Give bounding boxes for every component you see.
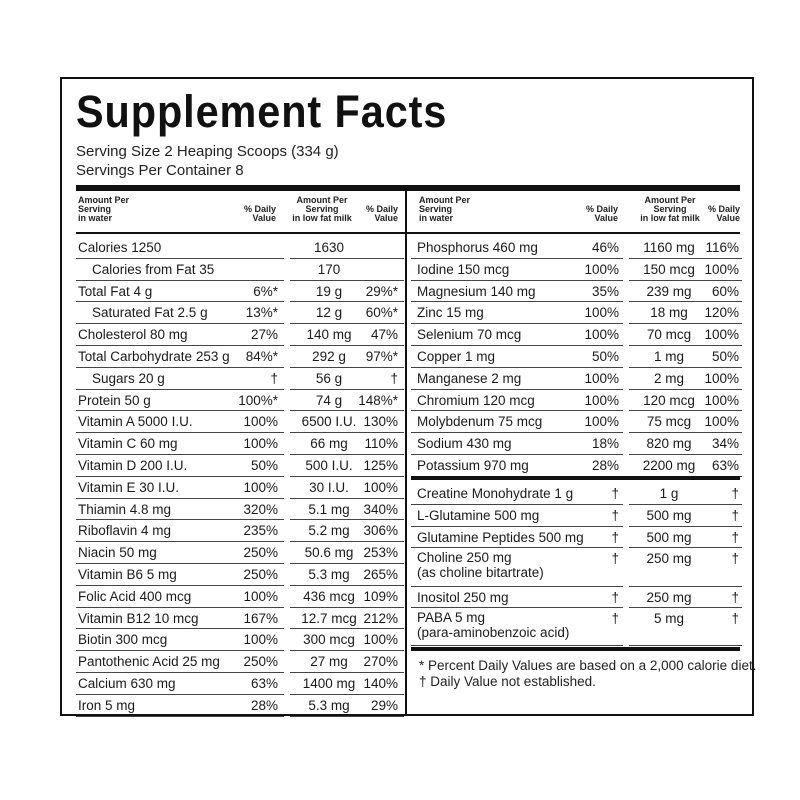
- milk-daily-value: 340%: [363, 501, 398, 517]
- table-row: [411, 390, 742, 412]
- milk-amount: 300 mcg: [303, 632, 355, 648]
- servings-per-container: Servings Per Container 8: [76, 162, 244, 179]
- milk-daily-value: 100%: [704, 261, 739, 277]
- table-row: [411, 346, 742, 368]
- nutrient-name: Calories from Fat 35: [92, 261, 215, 277]
- daily-value: 100%: [243, 632, 278, 648]
- nutrient-name: L-Glutamine 500 mg: [417, 507, 540, 523]
- nutrient-name: Potassium 970 mg: [417, 458, 529, 473]
- milk-amount: 1630: [313, 240, 345, 255]
- milk-daily-value: 100%: [363, 632, 398, 648]
- nutrient-name: Copper 1 mg: [417, 349, 496, 364]
- milk-daily-value: †: [731, 611, 739, 627]
- daily-value: †: [611, 507, 619, 523]
- table-row: [76, 281, 405, 303]
- nutrient-name: Protein 50 g: [78, 392, 151, 408]
- table-row: [76, 608, 405, 630]
- nutrient-name: Biotin 300 mcg: [78, 632, 168, 648]
- milk-amount: 5.3 mg: [308, 697, 350, 713]
- milk-amount: 239 mg: [646, 283, 692, 299]
- table-row: [411, 433, 742, 455]
- header-amount-water-left: Amount Per Serving in water: [78, 195, 130, 223]
- table-row: [411, 548, 742, 586]
- table-row: [76, 564, 405, 586]
- nutrient-name: [417, 608, 569, 648]
- nutrient-name: Creatine Monohydrate 1 g: [417, 486, 574, 501]
- footnote-dagger: † Daily Value not established.: [419, 674, 596, 689]
- daily-value: †: [611, 611, 619, 627]
- nutrient-name: Chromium 120 mcg: [417, 392, 535, 408]
- milk-daily-value: 116%: [705, 240, 739, 255]
- nutrient-name: Total Fat 4 g: [78, 283, 153, 299]
- milk-amount: 66 mg: [310, 436, 348, 452]
- nutrient-name: Vitamin B12 10 mcg: [78, 610, 199, 626]
- daily-value: 250%: [243, 567, 278, 582]
- header-dv-left: % Daily Value: [243, 204, 276, 223]
- table-row: [76, 629, 405, 651]
- milk-amount: 75 mcg: [646, 414, 692, 430]
- table-row: [411, 281, 742, 303]
- milk-amount: 56 g: [315, 370, 343, 386]
- milk-daily-value: 34%: [711, 436, 739, 452]
- milk-amount: 250 mg: [646, 551, 692, 567]
- row-rule: [76, 716, 284, 717]
- milk-daily-value: †: [731, 486, 739, 501]
- nutrient-name: Vitamin D 200 I.U.: [78, 458, 188, 473]
- nutrient-name: Manganese 2 mg: [417, 370, 522, 386]
- nutrient-name: Phosphorus 460 mg: [417, 240, 538, 255]
- daily-value: 63%: [250, 676, 278, 691]
- table-row: [76, 542, 405, 564]
- milk-amount: 5 mg: [653, 611, 684, 627]
- milk-daily-value: [358, 237, 398, 259]
- footnote-daily-values: * Percent Daily Values are based on a 2,000 calorie diet.: [419, 658, 757, 673]
- nutrient-name-line: PABA 5 mg: [417, 610, 486, 626]
- milk-daily-value: 120%: [704, 305, 739, 321]
- milk-amount: 150 mcg: [643, 261, 695, 277]
- milk-daily-value: 60%*: [365, 305, 398, 321]
- daily-value: 100%: [584, 261, 619, 277]
- daily-value: 100%: [243, 414, 278, 430]
- milk-amount: 74 g: [315, 392, 343, 408]
- milk-daily-value: 29%: [370, 697, 398, 713]
- daily-value: [206, 259, 278, 281]
- nutrient-name: Calcium 630 mg: [78, 676, 176, 691]
- milk-amount: 5.2 mg: [308, 523, 350, 539]
- milk-daily-value: †: [390, 370, 398, 386]
- nutrient-name: Niacin 50 mg: [78, 545, 157, 561]
- daily-value: †: [270, 370, 278, 386]
- nutrient-subname: (para-aminobenzoic acid): [417, 625, 570, 641]
- daily-value: 250%: [243, 545, 278, 561]
- milk-daily-value: 100%: [363, 479, 398, 495]
- nutrient-name: Riboflavin 4 mg: [78, 523, 172, 539]
- daily-value: 100%: [243, 588, 278, 604]
- milk-daily-value: 100%: [704, 414, 739, 430]
- milk-amount: 436 mcg: [303, 588, 355, 604]
- milk-amount: 18 mg: [650, 305, 688, 321]
- milk-daily-value: 130%: [363, 414, 398, 430]
- milk-daily-value: 140%: [363, 676, 398, 691]
- milk-daily-value: [358, 259, 398, 281]
- table-row: [411, 527, 742, 549]
- daily-value: 100%: [584, 370, 619, 386]
- milk-amount: 1160 mg: [643, 240, 695, 255]
- daily-value: 167%: [243, 610, 278, 626]
- nutrient-name: Total Carbohydrate 253 g: [78, 349, 230, 364]
- panel-title: Supplement Facts: [76, 86, 448, 137]
- nutrient-name: Magnesium 140 mg: [417, 283, 536, 299]
- nutrient-name: Vitamin A 5000 I.U.: [78, 414, 193, 430]
- nutrient-name: Inositol 250 mg: [417, 589, 509, 605]
- milk-daily-value: 97%*: [365, 349, 398, 364]
- daily-value: 6%*: [253, 283, 278, 299]
- nutrient-name: Vitamin E 30 I.U.: [78, 479, 180, 495]
- nutrient-name: Cholesterol 80 mg: [78, 327, 188, 343]
- serving-size: Serving Size 2 Heaping Scoops (334 g): [76, 143, 339, 160]
- table-row: [411, 368, 742, 390]
- table-row: [76, 259, 405, 281]
- milk-amount: 1 g: [659, 486, 679, 501]
- table-row: [76, 695, 405, 717]
- milk-daily-value: †: [731, 507, 739, 523]
- milk-amount: 12 g: [315, 305, 343, 321]
- table-row: [411, 608, 742, 646]
- milk-amount: 6500 I.U.: [301, 414, 357, 430]
- daily-value: 27%: [250, 327, 278, 343]
- supplement-facts-panel: [60, 77, 757, 716]
- table-row: [411, 259, 742, 281]
- milk-daily-value: 100%: [704, 370, 739, 386]
- daily-value: 28%: [591, 458, 619, 473]
- mineral-divider: [411, 476, 740, 480]
- milk-amount: 500 mg: [646, 507, 692, 523]
- table-row: [76, 673, 405, 695]
- milk-daily-value: †: [731, 551, 739, 567]
- milk-daily-value: †: [731, 589, 739, 605]
- milk-amount: 500 I.U.: [305, 458, 353, 473]
- milk-amount: 292 g: [312, 349, 346, 364]
- daily-value: †: [611, 551, 619, 567]
- daily-value: 250%: [243, 654, 278, 670]
- daily-value: 320%: [243, 501, 278, 517]
- daily-value: 35%: [591, 283, 619, 299]
- header-mdv-right: % Daily Value: [707, 204, 740, 223]
- milk-amount: 500 mg: [646, 529, 692, 545]
- nutrient-name-line: Choline 250 mg: [417, 550, 512, 566]
- table-row: [411, 302, 742, 324]
- table-row: [76, 390, 405, 412]
- nutrient-name: Calories 1250: [78, 240, 162, 255]
- table-row: [76, 411, 405, 433]
- milk-daily-value: 212%: [363, 610, 398, 626]
- daily-value: †: [611, 486, 619, 501]
- milk-daily-value: 125%: [363, 458, 398, 473]
- nutrient-name: Iron 5 mg: [78, 697, 136, 713]
- milk-amount: 250 mg: [646, 589, 692, 605]
- milk-daily-value: 100%: [704, 392, 739, 408]
- header-dv-right: % Daily Value: [585, 204, 618, 223]
- milk-amount: 27 mg: [310, 654, 348, 670]
- nutrient-name: Saturated Fat 2.5 g: [92, 305, 208, 321]
- footnote-divider: [411, 647, 740, 651]
- table-row: [76, 651, 405, 673]
- daily-value: 100%: [584, 327, 619, 343]
- table-row: [76, 237, 405, 259]
- header-amount-milk-left: Amount Per Serving in low fat milk: [292, 195, 352, 223]
- daily-value: 100%: [584, 414, 619, 430]
- milk-amount: 12.7 mcg: [301, 610, 357, 626]
- daily-value: 100%: [243, 436, 278, 452]
- nutrient-name: Folic Acid 400 mcg: [78, 588, 192, 604]
- nutrient-name: Thiamin 4.8 mg: [78, 501, 172, 517]
- table-row: [76, 586, 405, 608]
- daily-value: 100%: [584, 305, 619, 321]
- milk-daily-value: 148%*: [358, 392, 398, 408]
- milk-amount: 1 mg: [653, 349, 684, 364]
- milk-daily-value: 265%: [363, 567, 398, 582]
- table-row: [411, 483, 742, 505]
- table-row: [411, 587, 742, 609]
- nutrient-name: Selenium 70 mcg: [417, 327, 522, 343]
- table-row: [76, 499, 405, 521]
- table-row: [411, 237, 742, 259]
- nutrient-name: Vitamin B6 5 mg: [78, 567, 177, 582]
- milk-amount: 50.6 mg: [304, 545, 354, 561]
- table-row: [76, 455, 405, 477]
- table-row: [76, 302, 405, 324]
- nutrient-name: Sugars 20 g: [92, 370, 165, 386]
- milk-amount: 1400 mg: [302, 676, 356, 691]
- daily-value: 46%: [591, 240, 619, 255]
- nutrient-name: Iodine 150 mcg: [417, 261, 510, 277]
- milk-amount: 30 I.U.: [309, 479, 349, 495]
- milk-daily-value: 50%: [711, 349, 739, 364]
- milk-amount: 820 mg: [646, 436, 692, 452]
- thick-divider: [76, 185, 740, 191]
- header-mdv-left: % Daily Value: [365, 204, 398, 223]
- daily-value: 28%: [250, 697, 278, 713]
- milk-amount: 2 mg: [653, 370, 684, 386]
- milk-daily-value: 60%: [711, 283, 739, 299]
- nutrient-name: Glutamine Peptides 500 mg: [417, 529, 584, 545]
- table-row: [76, 346, 405, 368]
- nutrient-name: Pantothenic Acid 25 mg: [78, 654, 220, 670]
- daily-value: 235%: [243, 523, 278, 539]
- daily-value: 18%: [591, 436, 619, 452]
- daily-value: 50%: [250, 458, 278, 473]
- row-rule: [290, 716, 404, 717]
- milk-amount: 70 mcg: [646, 327, 692, 343]
- daily-value: †: [611, 529, 619, 545]
- milk-amount: 19 g: [315, 283, 343, 299]
- table-row: [76, 433, 405, 455]
- daily-value: 100%: [243, 479, 278, 495]
- header-amount-water-right: Amount Per Serving in water: [419, 195, 471, 223]
- table-row: [411, 455, 742, 477]
- daily-value: †: [611, 589, 619, 605]
- table-row: [76, 477, 405, 499]
- nutrient-subname: (as choline bitartrate): [417, 565, 544, 581]
- table-row: [76, 324, 405, 346]
- milk-daily-value: 109%: [363, 588, 398, 604]
- milk-daily-value: 100%: [704, 327, 739, 343]
- milk-daily-value: 270%: [363, 654, 398, 670]
- milk-daily-value: 306%: [363, 523, 398, 539]
- milk-amount: 170: [317, 261, 341, 277]
- table-row: [411, 411, 742, 433]
- milk-amount: 5.3 mg: [308, 567, 350, 582]
- daily-value: 100%: [584, 392, 619, 408]
- daily-value: 100%*: [238, 392, 278, 408]
- milk-daily-value: 63%: [711, 458, 739, 473]
- milk-daily-value: 253%: [363, 545, 398, 561]
- table-row: [411, 324, 742, 346]
- column-divider: [405, 191, 407, 714]
- table-row: [411, 505, 742, 527]
- daily-value: 50%: [591, 349, 619, 364]
- nutrient-name: Zinc 15 mg: [417, 305, 484, 321]
- nutrient-name: [417, 548, 544, 588]
- table-row: [76, 368, 405, 390]
- daily-value: 84%*: [245, 349, 278, 364]
- table-row: [76, 520, 405, 542]
- milk-amount: 140 mg: [306, 327, 352, 343]
- nutrient-name: Sodium 430 mg: [417, 436, 512, 452]
- milk-daily-value: 110%: [364, 436, 398, 452]
- milk-amount: 2200 mg: [642, 458, 696, 473]
- header-amount-milk-right: Amount Per Serving in low fat milk: [640, 195, 700, 223]
- daily-value: [206, 237, 278, 259]
- milk-amount: 5.1 mg: [308, 501, 350, 517]
- header-divider: [76, 232, 740, 234]
- milk-daily-value: 47%: [370, 327, 398, 343]
- milk-daily-value: †: [731, 529, 739, 545]
- milk-amount: 120 mcg: [643, 392, 695, 408]
- nutrient-name: Molybdenum 75 mcg: [417, 414, 543, 430]
- daily-value: 13%*: [245, 305, 278, 321]
- milk-daily-value: 29%*: [365, 283, 398, 299]
- nutrient-name: Vitamin C 60 mg: [78, 436, 178, 452]
